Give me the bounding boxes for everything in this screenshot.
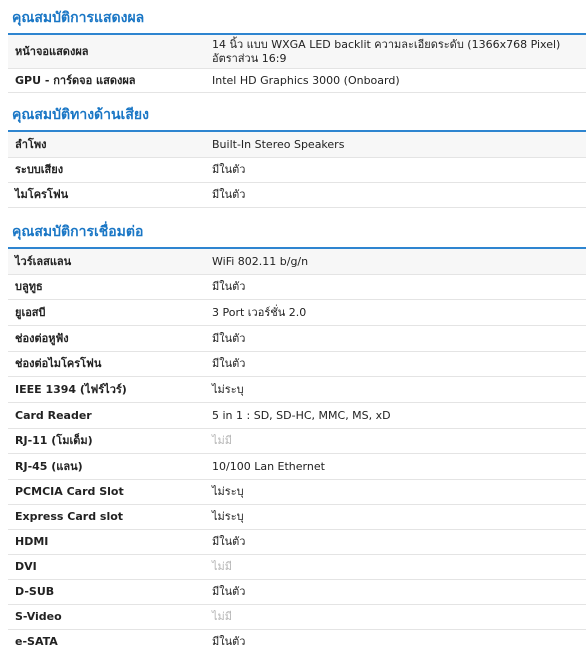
row-value: มีในตัว — [212, 331, 246, 345]
row-value: ไม่ระบุ — [212, 485, 244, 498]
row-label: DVI — [15, 560, 37, 573]
row-value: มีในตัว — [212, 535, 246, 548]
row-label: Express Card slot — [15, 510, 124, 523]
row-value: มีในตัว — [212, 280, 246, 293]
row-label: หน้าจอแสดงผล — [15, 44, 89, 58]
table-row — [8, 132, 586, 158]
row-label: GPU - การ์ดจอ แสดงผล — [15, 73, 136, 87]
row-value: มีในตัว — [212, 635, 246, 648]
table-row — [8, 352, 586, 377]
row-label: PCMCIA Card Slot — [15, 485, 124, 498]
row-label: D-SUB — [15, 585, 55, 598]
table-row — [8, 300, 586, 326]
row-value: 10/100 Lan Ethernet — [212, 459, 325, 473]
row-value: WiFi 802.11 b/g/n — [212, 254, 309, 268]
table-row — [8, 555, 586, 580]
row-value: มีในตัว — [212, 163, 246, 176]
row-label: ช่องต่อไมโครโฟน — [15, 357, 102, 370]
row-label: ลำโพง — [15, 137, 47, 151]
row-label: ไมโครโฟน — [15, 188, 69, 201]
row-value: มีในตัว — [212, 585, 246, 598]
row-value: ไม่มี — [212, 610, 233, 623]
row-label: S-Video — [15, 610, 62, 623]
table-row — [8, 505, 586, 530]
row-value: Intel HD Graphics 3000 (Onboard) — [212, 73, 400, 87]
table-row — [8, 183, 586, 208]
table-row — [8, 605, 586, 630]
section-display — [8, 10, 586, 93]
table-row — [8, 377, 586, 403]
table-row — [8, 530, 586, 555]
row-label: ยูเอสบี — [15, 305, 46, 319]
row-label: RJ-45 (แลน) — [15, 459, 83, 473]
table-row — [8, 580, 586, 605]
row-value: ไม่มี — [212, 434, 233, 447]
row-label: ไวร์เลสแลน — [15, 254, 72, 268]
row-value: ไม่มี — [212, 560, 233, 573]
row-value: ไม่ระบุ — [212, 382, 244, 396]
section-title: คุณสมบัติการแสดงผล — [8, 10, 586, 35]
table-row — [8, 630, 586, 654]
section-title: คุณสมบัติการเชื่อมต่อ — [8, 224, 586, 249]
row-label: e-SATA — [15, 635, 58, 648]
row-label: HDMI — [15, 535, 49, 548]
section-title: คุณสมบัติทางด้านเสียง — [8, 107, 586, 132]
row-label: ระบบเสียง — [15, 163, 64, 176]
row-label: บลูทูธ — [15, 280, 43, 293]
row-value: 14 นิ้ว แบบ WXGA LED backlit ความละเอียดระดับ (1366x768 Pixel) อัตราส่วน 16:9 — [212, 37, 561, 65]
row-value: มีในตัว — [212, 188, 246, 201]
row-value: 3 Port เวอร์ชั่น 2.0 — [212, 305, 307, 319]
section-audio — [8, 107, 586, 208]
section-connectivity — [8, 224, 586, 654]
table-row — [8, 249, 586, 275]
table-row — [8, 35, 586, 69]
table-row — [8, 158, 586, 183]
table-row — [8, 69, 586, 93]
row-value: ไม่ระบุ — [212, 510, 244, 523]
table-row — [8, 275, 586, 300]
table-row — [8, 480, 586, 505]
table-row — [8, 403, 586, 429]
row-value: 5 in 1 : SD, SD-HC, MMC, MS, xD — [212, 408, 391, 422]
row-label: ช่องต่อหูฟัง — [15, 331, 69, 345]
table-row — [8, 454, 586, 480]
row-label: Card Reader — [15, 408, 92, 422]
row-value: มีในตัว — [212, 357, 246, 370]
row-value: Built-In Stereo Speakers — [212, 137, 345, 151]
row-label: RJ-11 (โมเด็ม) — [15, 434, 93, 447]
table-row — [8, 326, 586, 352]
row-label: IEEE 1394 (ไฟร์ไวร์) — [15, 382, 127, 396]
table-row — [8, 429, 586, 454]
